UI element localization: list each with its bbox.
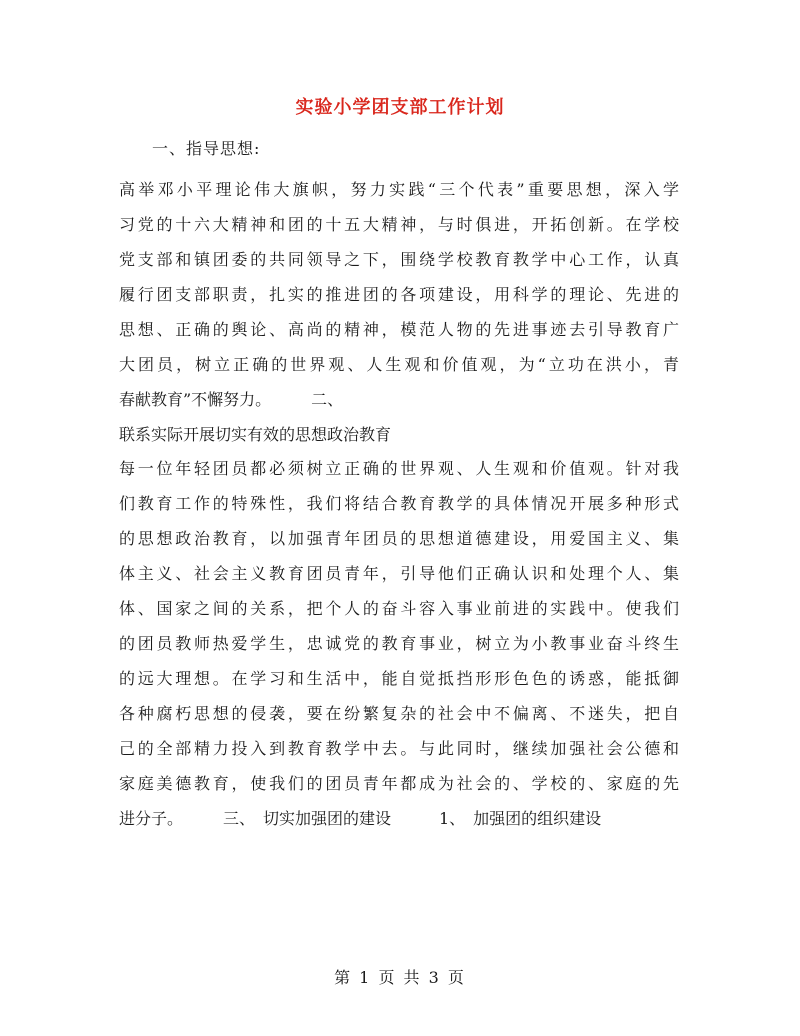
section-heading-political-education: 联系实际开展切实有效的思想政治教育 xyxy=(119,425,392,444)
paragraph-1-line: 大团员，树立正确的世界观、人生观和价值观，为“立功在洪小，青 xyxy=(119,355,679,374)
paragraph-1 xyxy=(119,172,679,452)
paragraph-1-line: 习党的十六大精神和团的十五大精神，与时俱进，开拓创新。在学校 xyxy=(119,215,679,234)
document-title: 实验小学团支部工作计划 xyxy=(295,97,505,118)
section-heading-guiding-ideology: 一、指导思想: xyxy=(152,139,261,158)
paragraph-2-line: 家庭美德教育，使我们的团员青年都成为社会的、学校的、家庭的先 xyxy=(119,774,679,793)
paragraph-2-line: 进分子。 三、 切实加强团的建设 1、 加强团的组织建设 xyxy=(119,809,602,828)
paragraph-1-line: 高举邓小平理论伟大旗帜，努力实践“三个代表”重要思想，深入学 xyxy=(119,180,679,199)
paragraph-2-line: 们教育工作的特殊性，我们将结合教育教学的具体情况开展多种形式 xyxy=(119,494,679,513)
paragraph-2-line: 体、国家之间的关系，把个人的奋斗容入事业前进的实践中。使我们 xyxy=(119,599,679,618)
paragraph-2 xyxy=(119,451,679,836)
paragraph-2-line: 的远大理想。在学习和生活中，能自觉抵挡形形色色的诱惑，能抵御 xyxy=(119,669,679,688)
page-number-footer: 第 1 页 共 3 页 xyxy=(334,968,466,987)
paragraph-1-line: 履行团支部职责，扎实的推进团的各项建设，用科学的理论、先进的 xyxy=(119,285,679,304)
paragraph-1-line: 党支部和镇团委的共同领导之下，围绕学校教育教学中心工作，认真 xyxy=(119,250,679,269)
paragraph-2-line: 每一位年轻团员都必须树立正确的世界观、人生观和价值观。针对我 xyxy=(119,459,679,478)
paragraph-2-line: 的思想政治教育，以加强青年团员的思想道德建设，用爱国主义、集 xyxy=(119,529,679,548)
paragraph-2-line: 的团员教师热爱学生，忠诚党的教育事业，树立为小教事业奋斗终生 xyxy=(119,634,679,653)
paragraph-1-line: 春献教育”不懈努力。 二、 xyxy=(119,390,344,409)
paragraph-2-line: 己的全部精力投入到教育教学中去。与此同时，继续加强社会公德和 xyxy=(119,739,679,758)
paragraph-2-line: 各种腐朽思想的侵袭，要在纷繁复杂的社会中不偏离、不迷失，把自 xyxy=(119,704,679,723)
paragraph-2-line: 体主义、社会主义教育团员青年，引导他们正确认识和处理个人、集 xyxy=(119,564,679,583)
paragraph-1-line: 思想、正确的舆论、高尚的精神，模范人物的先进事迹去引导教育广 xyxy=(119,320,679,339)
